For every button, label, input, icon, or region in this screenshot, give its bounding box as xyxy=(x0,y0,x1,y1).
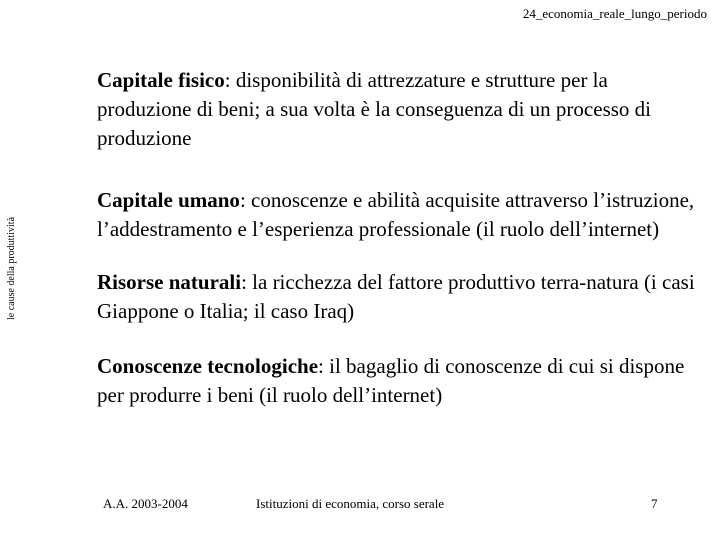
bullet-text: : il bagaglio di conoscenze di cui si dispone per produrre i beni (il ruolo dell’internet) xyxy=(97,354,685,407)
footer-course-name: Istituzioni di economia, corso serale xyxy=(256,496,445,511)
bullet-risorse-naturali xyxy=(97,268,697,326)
bullet-term: Capitale umano xyxy=(97,188,240,212)
vertical-section-label: le cause della produttività xyxy=(6,216,17,320)
bullet-term: Conoscenze tecnologiche xyxy=(97,354,319,378)
slide-file-name: 24_economia_reale_lungo_periodo xyxy=(522,6,707,21)
footer-page-number: 7 xyxy=(651,496,658,511)
footer-academic-year: A.A. 2003-2004 xyxy=(103,496,188,511)
bullet-term: Capitale fisico xyxy=(97,68,225,92)
bullet-capitale-umano xyxy=(97,186,697,244)
bullet-capitale-fisico xyxy=(97,66,697,153)
bullet-term: Risorse naturali xyxy=(97,270,242,294)
bullet-text: : conoscenze e abilità acquisite attraverso l’istruzione, l’addestramento e l’esperienza professionale (il ruolo dell’internet) xyxy=(97,188,695,241)
bullet-conoscenze-tecnologiche xyxy=(97,352,697,410)
bullet-text: : la ricchezza del fattore produttivo terra-natura (i casi Giappone o Italia; il caso Iraq) xyxy=(97,270,695,323)
bullet-text: : disponibilità di attrezzature e strutture per la produzione di beni; a sua volta è la conseguenza di un processo di produzione xyxy=(97,68,651,150)
bullet-list xyxy=(97,66,697,410)
